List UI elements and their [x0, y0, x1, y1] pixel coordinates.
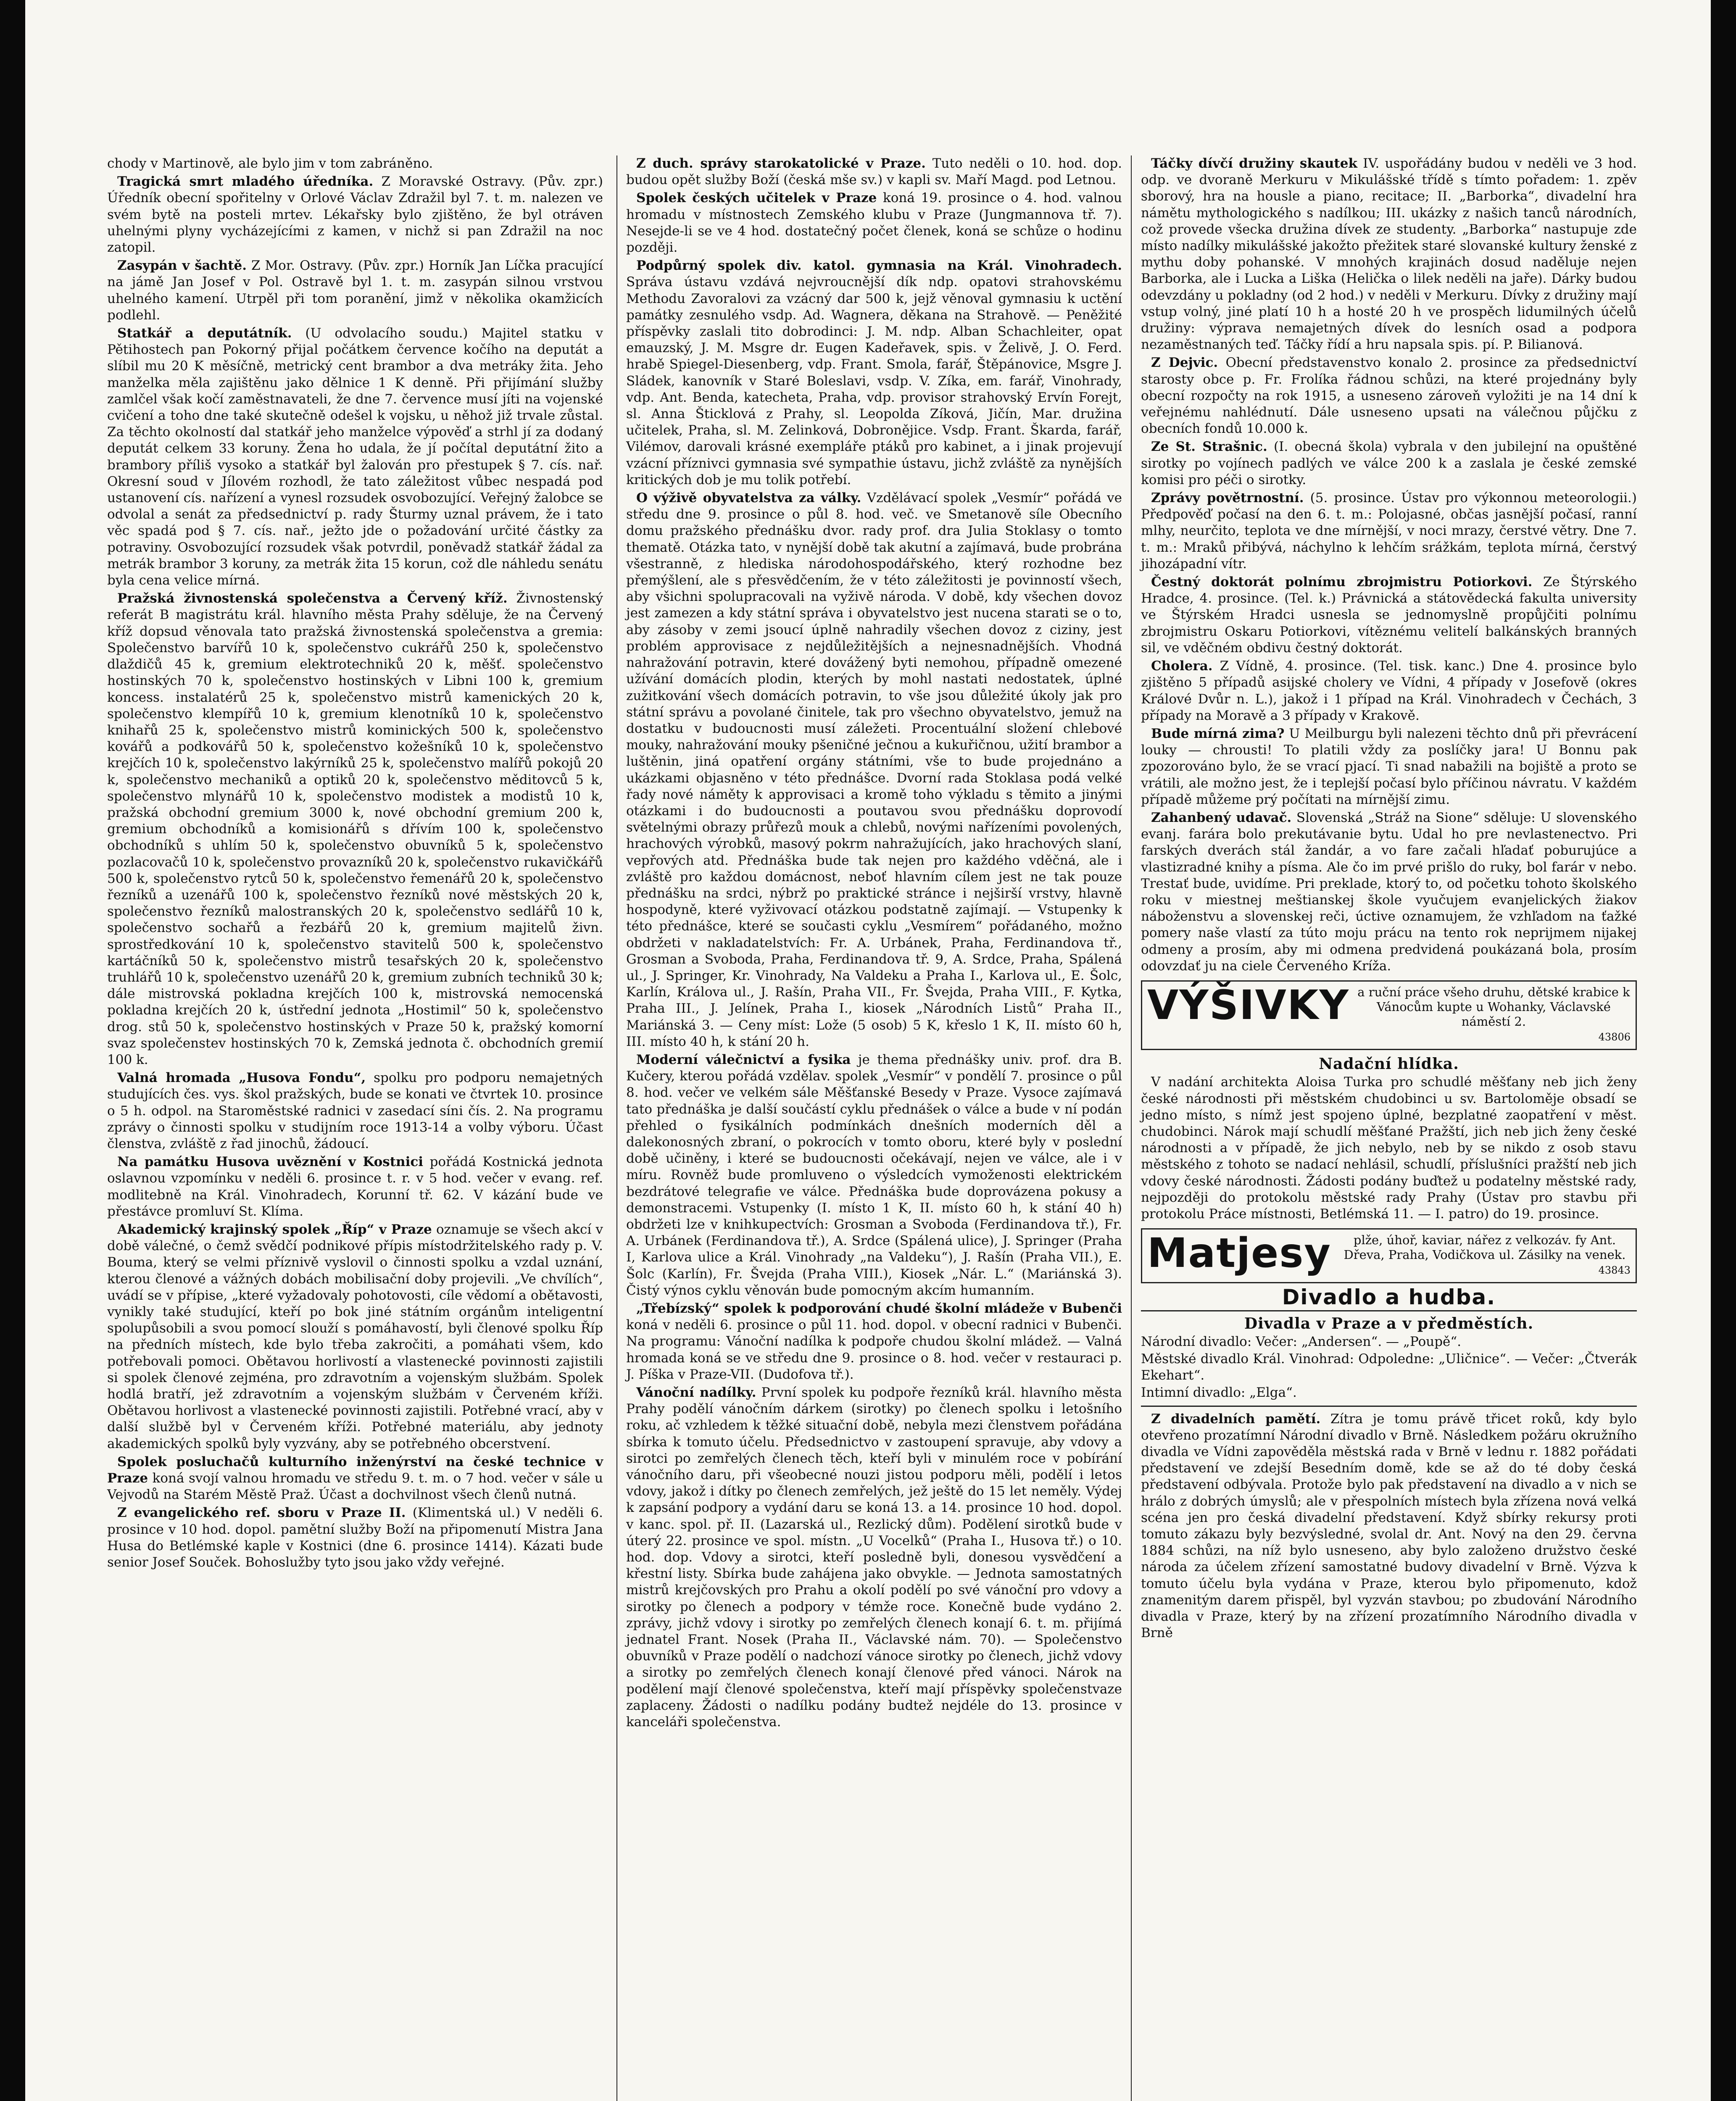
article-pocasi — [1141, 490, 1637, 572]
article-vanocni — [626, 1385, 1122, 1730]
article-cholera — [1141, 658, 1637, 724]
article-headline: Spolek českých učitelek v Praze — [636, 190, 877, 206]
article-prazska — [107, 590, 603, 1068]
divider — [1141, 1310, 1637, 1311]
article-headline: O výživě obyvatelstva za války. — [636, 490, 861, 506]
article-body: IV. uspořádány budou v neděli ve 3 hod. odp. ve dvoraně Merkuru v Mikulášské třídě s tímto pořadem: 1. zpěv sborový, hra na housle a piano, recitace; II. „Barborka“, divadelní hra námětu mythologického s nadílkou; III. ukázky z našich tanců národních, což provede všecka družina dívek ze studenty. „Barborka“ nastupuje zde místo nadílky mikulášské jakožto přežitek staré slovanské kultury ženské z mythu doby pohanské. V mnohých krajinách dosud naděluje nejen Barborka, ale i Lucka a Liška (Helička o lilek neděli na jaře). Dárky budou odevzdány u pokladny (od 2 hod.) v neděli v Merkuru. Dívky z družiny mají vstup volný, jiné platí 10 h a hosté 20 h ve prospěch lidumilných účelů družiny: výprava nemajetných dívek do lesních osad a podpora nezaměstnaných teď. Táčky řídí a hru napsala spis. pí. P. Bilianová. — [1141, 156, 1637, 353]
article-zasypan — [107, 258, 603, 324]
article-body: U Meilburgu byli nalezeni těchto dnů při převrácení louky — chrousti! To platili vždy za poslíčky jara! U Bonnu pak zpozorováno bylo, že se vrací pjací. Ti snad nabažili na bojiště a proto se vrátili, ale možno jest, že i teplejší počasí bylo příčinou návratu. V každém případě můžeme prý počítati na mírnější zimu. — [1141, 726, 1637, 807]
column-2 — [626, 155, 1122, 1732]
article-headline: Podpůrný spolek div. katol. gymnasia na Král. Vinohradech. — [636, 258, 1122, 274]
article-strasnice — [1141, 439, 1637, 488]
article-headline: „Třebízský“ spolek k podporování chudé školní mládeže v Bubenči — [636, 1301, 1122, 1316]
column-rule — [1131, 155, 1132, 2101]
article-body: Ze Štýrského Hradce, 4. prosince. (Tel. k.) Právnická a státovědecká fakulta university ve Štýrském Hradci usnesla se jednomyslně propůjčiti polnímu zbrojmistru Oskaru Potiorkovi, vítěznému velitelí balkánských branných sil, ve vděčném obdivu čestný doktorát. — [1141, 574, 1637, 656]
article-headline: Čestný doktorát polnímu zbrojmistru Potiorkovi. — [1151, 574, 1533, 590]
article-valna — [107, 1070, 603, 1152]
article-nadacni: V nadání architekta Aloisa Turka pro schudlé měšťany neb jich ženy české národnosti při městském chudobinci u sv. Bartoloměje obsadí se jedno místo, s nímž jest spojeno úplné, bezplatné zaopatření v měst. chudobinci. Nárok mají schudlí měšťané Pražští, jich neb jich ženy české národnosti a v případě, že jich nebylo, neb by se nikdo z osob stavu městského z tohoto se nadací nehlásil, schudlí, příslušníci pražští neb jich vdovy české národnosti. Žádosti podány buďtež u podatelny městské rady, nejpozději do protokolu městské rady Prahy (Ústav pro stavbu při protokolu Práce místnosti, Betlémská 11. — I. patro) do 19. prosince. — [1141, 1074, 1637, 1222]
article-headline: Ze St. Strašnic. — [1151, 439, 1267, 455]
article-body: oznamuje se všech akcí v době válečné, o čemž svědčí podnikové přípis místodržitelského rady p. V. Bouma, který se velmi příznivě vyslovil o činnosti spolku a vzdal uznání, kterou členové a vážných dobách mobilisační doby projevili. „Ve chvílích“, uvádí se v přípise, „které vyžadovaly pohotovosti, cíle vědomí a obětavosti, vynikly také studující, kteří po bok jiné státním orgánům inteligentní spolupůsobili a svou pomocí slouží s pomáhavostí, byli členové spolku Říp na předních místech, kde bylo třeba zakročiti, a pomáhati všem, kdo potřebovali pomoci. Obětavou horlivostí a vlastenecké povinnosti zajistili si spolek členové zejména, pro zdravotním a vojenským službám. Spolek hodlá bratří, jež zdravotním a vojenským službám v Červeném kříži. Obětavou horlivost a vlastenecké povinnosti zajistili. Potřebné vrací, aby v další službě byl v Červeném kříži. Potřebné materiálu, aby jednoty akademických spolků byly vyzvány, aby se potřebného obcerstvení. — [107, 1222, 603, 1451]
article-body: Obecní představenstvo konalo 2. prosince za předsednictví starosty obce p. Fr. Frolíka řádnou schůzi, na které projednány byly obecní rozpočty na rok 1915, a usneseno zároveň vyložiti je na 14 dní k veřejnému nahlédnutí. Dále usneseno upsati na válečnou půjčku z obecních fondů 10.000 k. — [1141, 355, 1637, 437]
article-headline: Táčky dívčí družiny skautek — [1151, 156, 1357, 171]
section-subtitle: Divadla v Praze a v předměstích. — [1244, 1314, 1534, 1332]
article-body: Slovenská „Stráž na Sione“ sděluje: U slovenského evanj. farára bolo prekutávanie bytu. Udal ho pre nevlastenectvo. Pri farských dverách stál žandár, a vo fare začali hľadať poburujúce a vlastizradné knihy a písma. Ale čo im prvé prišlo do ruky, bol farár v nebo. Trestať bude, uvidíme. Pri preklade, ktorý to, od početku tohoto školského roku v miestnej meštianskej škole vyučujem evanjelických žiakov náboženstvu a slovenskej reči, úctive oznamujem, že vzhľadom na ťažké pomery naše vlastí za túto moju prácu na tento rok neprijmem nijakej odmeny a prosím, aby mi odmena predvidená poukázaná bola, prosím odovzdať ju na ciele Červeného Kríža. — [1141, 810, 1637, 974]
article-headline: Z duch. správy starokatolické v Praze. — [636, 156, 926, 171]
article-body: koná v neděli 6. prosince o půl 11. hod. dopol. v obecní radnici v Bubenči. Na programu: Vánoční nadílka k podpoře chudou školní mládež. — Valná hromada koná se ve středu dne 9. prosince o 8. hod. večer v restauraci p. J. Píška v Praze-VII. (Dudofova tř.). — [626, 1317, 1122, 1382]
article-headline: Pražská živnostenská společenstva a Červený kříž. — [117, 591, 508, 606]
article-body: Tuto neděli o 10. hod. dop. budou opět služby Boží (česká mše sv.) v kapli sv. Maří Magd. pod Letnou. — [626, 156, 1122, 188]
article-headline: Z Dejvic. — [1151, 355, 1218, 371]
article-headline: Spolek posluchačů kulturního inženýrství na české technice v Praze — [107, 1454, 603, 1486]
article-headline: Valná hromada „Husova Fondu“, — [117, 1070, 366, 1086]
article-body: koná svojí valnou hromadu ve středu 9. t. m. o 7 hod. večer v sále u Vejvodů na Starém Městě Praž. Účast a dochvilnost všech členů nutná. — [107, 1471, 603, 1503]
article-body: (I. obecná škola) vybrala v den jubilejní na opuštěné sirotky po vojínech padlých ve válce 200 k a zaslala je české zemské komisi pro péči o sirotky. — [1141, 439, 1637, 487]
article-body: Vzdělávací spolek „Vesmír“ pořádá ve středu dne 9. prosince o půl 8. hod. več. ve Smetanově síle Obecního domu pražského přednášku dvor. rady prof. dra Julia Stoklasy o tomto thematě. Otázka tato, v nynější době tak akutní a zajímavá, bude probrána všestranně, z hlediska národohospodářského, který rozhodne bez přemýšlení, ale s přesvědčením, že v této záležitosti je povinností všech, aby všichni spolupracovali na vyživě národa. V době, kdy všechen dovoz jest zamezen a kdy státní správa i obyvatelstvo jest nucena starati se o to, aby zásoby v zemi jsoucí úplně nahradily všechen dovoz z ciziny, jest problém approvisace z nejdůležitějších a nejnesnadnějších. Vhodná nahražování potravin, které dovážený byti nemohou, případně omezené užívání domácích plodin, kterých by mohl nastati nedostatek, úplné zužitkování všech domácích potravin, to vše jsou důležité úkoly jak pro státní správu a povolané činitele, tak pro všechno obyvatelstvo, jemuž na dostatku v budoucnosti musí záležeti. Procentuální složení chlebové mouky, nahražování mouky pšeničné ječnou a kukuřičnou, užití brambor a luštěnin, jiná opatření orgány státními, vše to bude projednáno a ukázkami objasněno v této přednášce. Dvorní rada Stoklasa podá velké řady nové náměty k approvisaci a kromě toho výkladu s těmito a jinými otázkami i do budoucnosti a poutavou svou přednášku doprovodí světelnými obrazy průřezů mouk a chlebů, novými nařízeními povolených, hrachových výrobků, masový pokrm nahražujících, jako hrachových slaní, vepřových atd. Přednáška bude tak nejen pro každého vděčná, ale i zvláště pro každou domácnost, neboť hlavním cílem jest ne tak pouze přednášku na srdci, nýbrž po praktické stránce i nejširší vrstvy, hlavně hospodyně, které vyživovací otázkou podstatně zajímají. — Vstupenky k této přednášce, které se současti cyklu „Vesmírem“ pořádaného, možno obdržeti v nakladatelstvích: Fr. A. Urbánek, Praha, Ferdinandova tř., Grosman a Svoboda, Praha, Ferdinandova tř. 9, A. Srdce, Praha, Spálená ul., J. Springer, Kr. Vinohrady, Na Valdeku a Praha I., Karlova ul., E. Šolc, Karlín, Králova ul., J. Rašín, Praha VII., Fr. Švejda, Praha VIII., F. Kytka, Praha III., J. Jelínek, Praha I., kiosek „Národních Listů“ Praha II., Mariánská 3. — Ceny míst: Lože (5 osob) 5 K, křeslo 1 K, II. místo 60 h, III. místo 40 h, k stání 20 h. — [626, 490, 1122, 1049]
article-headline: Na památku Husova uvěznění v Kostnici — [117, 1154, 424, 1170]
newspaper-page — [107, 155, 1662, 2101]
scan-edge-left — [0, 0, 25, 2101]
article-trebizsky — [626, 1301, 1122, 1383]
article-body: Správa ústavu vzdává nejvroucnější dík ndp. opatovi strahovskému Methodu Zavoralovi za vzácný dar 500 k, jejž věnoval gymnasiu k uctění památky zesnulého vsdp. Ad. Wagnera, děkana na Strahově. — Peněžité příspěvky zaslali tito dobrodinci: J. M. ndp. Alban Schachleiter, opat emauzský, J. M. Msgre dr. Eugen Kadeřavek, spis. v Želivě, J. O. Ferd. hrabě Spiegel-Diesenberg, vdp. Frant. Smola, farář, Štěpánovice, Msgre J. Sládek, kanovník v Staré Boleslavi, vsdp. V. Zíka, em. farář, Vinohrady, vdp. Ant. Benda, katecheta, Praha, vdp. provisor strahovský Ervín Forejt, sl. Anna Šticklová z Prahy, sl. Leopolda Zíková, Jičín, Mar. družina učitelek, Praha, sl. M. Zelinková, Dobronějice. Vsdp. Frant. Škarda, farář, Vilémov, darovali krásné exempláře ptáků pro kabinet, a i jinak projevují vzácní příznivci gymnasia své sympathie ústavu, jichž zvláště za nynějších kritických dob je mu tolik potřebí. — [626, 274, 1122, 487]
article-dejvice — [1141, 355, 1637, 437]
article-headline: Statkář a deputátník. — [117, 326, 292, 341]
theatre-listing: Intimní divadlo: „Elga“. — [1141, 1385, 1297, 1401]
article-vyziva — [626, 490, 1122, 1050]
advert-vysivky — [1141, 980, 1637, 1050]
article-body: Z Mor. Ostravy. (Pův. zpr.) Horník Jan Líčka pracující na jámě Jan Josef v Pol. Ostravě byl 1. t. m. zasypán silnou vrstvou uhelného kamení. Utrpěl při tom poranění, jimž v několika okamžicích podlehl. — [107, 258, 603, 323]
article-body: (5. prosince. Ústav pro výkonnou meteorologii.) Předpověď počasí na den 6. t. m.: Polojasné, občas jasnější počasí, ranní mlhy, neurčito, teplota ve dne mírnější, v noci mrazy, čerstvé větry. Dne 7. t. m.: Mraků přibývá, náchylno k lehčím srážkám, teplota mírná, čerstvý jihozápadní vítr. — [1141, 490, 1637, 571]
article-body: Živnostenský referát B magistrátu král. hlavního města Prahy sděluje, že na Červený kříž dopsud věnovala tato pražská živnostenská společenstva a gremia: Společenstvo barvířů 10 k, společenstvo cukrářů 250 k, společenstvo dlaždičů 45 k, gremium elektrotechniků 20 k, měšť. společenstvo hostinských 70 k, společenstvo hostinských v Libni 100 k, gremium koncess. instalatérů 25 k, společenstvo mistrů kamenických 20 k, společenstvo klempířů 10 k, gremium klenotníků 10 k, společenstvo knihařů 25 k, společenstvo mistrů kominických 500 k, společenstvo kovářů a podkovářů 50 k, společenstvo kožešníků 10 k, společenstvo krejčích 10 k, společenstvo lakýrníků 25 k, společenstvo malířů pokojů 20 k, společenstvo mechaniků a optiků 20 k, společenstvo měditovců 5 k, společenstvo mlynářů 10 k, společenstvo modistek a modistů 10 k, pražská obchodní gremium 3000 k, nové obchodní gremium 200 k, gremium obchodníků a komisionářů s dřívím 100 k, společenstvo obchodníků s uhlím 50 k, společenstvo obuvníků 5 k, společenstvo pozlacovačů 10 k, společenstvo provazníků 20 k, společenstvo rukavičkářů 500 k, společenstvo rytců 50 k, společenstvo řemenářů 20 k, společenstvo řezníků a uzenářů 100 k, společenstvo řezníků nové městských 20 k, společenstvo řezníků malostranských 20 k, společenstvo sedlářů 10 k, společenstvo sochařů a řezbářů 20 k, gremium majitelů živn. sprostředkování 10 k, společenstvo stavitelů 500 k, společenstvo kartáčníků 50 k, společenstvo mistrů tesařských 20 k, společenstvo truhlářů 10 k, společenstvo uzenářů 20 k, gremium zubních techniků 30 k; dále mistrovská pokladna krejčích 100 k, mistrovská nemocenská pokladna krejčích 20 k, ústřední jednota „Hostimil“ 50 k, společenstvo drog. stů 50 k, společenstvo hostinských v Praze 50 k, pražský komorní svaz společenstev hostinských 70 k, Zemská jednota č. obchodních gremií 100 k. — [107, 591, 603, 1067]
article-headline: Tragická smrt mladého úředníka. — [117, 174, 374, 190]
column-1 — [107, 155, 603, 1572]
advert-number: 43843 — [1598, 1264, 1631, 1277]
article-headline: Zahanbený udavač. — [1151, 810, 1292, 825]
article-zahanbeny — [1141, 810, 1637, 974]
column-3 — [1141, 155, 1637, 1643]
article-body: Z Moravské Ostravy. (Pův. zpr.) Úředník obecní spořitelny v Orlové Václav Zdražil byl 7. t. m. nalezen ve svém bytě na posteli mrtev. Lékařsky bylo zjištěno, že byl otráven uhelnými plyny vycházejícími z kamen, v nichž si pan Zdražil na noc zatopil. — [107, 174, 603, 255]
article-body: spolku pro podporu nemajetných studujících čes. vys. škol pražských, bude se konati ve čtvrtek 10. prosince o 5 h. odpol. na Staroměstské radnici v zasedací síni čís. 2. Na programu zprávy o činnosti spolku v studijním roce 1913-14 a volby výboru. Účast členstva, zvláště z řad jinochů, žádoucí. — [107, 1070, 603, 1151]
article-body: (Klimentská ul.) V neděli 6. prosince v 10 hod. dopol. pamětní služby Boží na připomenutí Mistra Jana Husa do Betlémské kaple v Kostnici (dne 6. prosince 1414). Kázati bude senior Josef Souček. Bohoslužby tyto jsou jako vždy veřejné. — [107, 1505, 603, 1570]
theatre-listing: Národní divadlo: Večer: „Andersen“. — „Poupě“. — [1141, 1334, 1462, 1349]
article-headline: Z divadelních pamětí. — [1151, 1411, 1321, 1427]
article-body: pořádá Kostnická jednota oslavnou vzpomínku v neděli 6. prosince t. r. v 5 hod. večer v evang. ref. modlitebně na Král. Vinohradech, Korunní tř. 62. V kázání bude ve přestávce promluví St. Klíma. — [107, 1154, 603, 1219]
article-headline: Zasypán v šachtě. — [117, 258, 247, 274]
article-headline: Zprávy povětrnostní. — [1151, 490, 1304, 506]
theatre-listing: Městské divadlo Král. Vinohrad: Odpoledne: „Uličnice“. — Večer: „Čtverák Ekehart“. — [1141, 1351, 1637, 1383]
article-headline: Moderní válečnictví a fysika — [636, 1052, 851, 1067]
article-pamatku — [107, 1154, 603, 1220]
article-continuation: chody v Martinově, ale bylo jim v tom zabráněno. — [107, 156, 433, 171]
article-ucitelek — [626, 190, 1122, 256]
advert-title: Matjesy — [1147, 1230, 1331, 1277]
advert-text: a ruční práce všeho druhu, dětské krabice k Vánocům kupte u Wohanky, Václavské náměstí 2. — [1357, 985, 1630, 1029]
section-title-divadlo: Divadlo a hudba. — [1282, 1285, 1496, 1310]
article-body: (U odvolacího soudu.) Majitel statku v Pětihostech pan Pokorný přijal počátkem července kočího na deputát a slíbil mu 20 K měsíčně, metrický cent brambor a dva metráky žita. Jeho manželka měla zajištěnu jako dělnice 1 K denně. Při přijímání služby zamlčel však kočí zaměstnavateli, že dne 7. července musí jíti na vojenské cvičení a toho dne také skutečně odešel k vojsku, u něhož již trvale zůstal. Za těchto okolností dal statkář jeho manželce výpověď a strhl jí za dodaný deputát celkem 33 koruny. Žena ho udala, že jí počítal deputátní žito a brambory příliš vysoko a statkář byl žalován pro přestupek § 7. cís. nař. Okresní soud v Jílovém rozhodl, že tato záležitost vůbec nespadá pod ustanovení cís. nařízení a vynesl rozsudek osvobozující. Veřejný žalobce se odvolal a senát za předsednictví p. rady Šturmy uznal právem, že i tato věc spadá pod § 7. cís. nař., ježto jde o požadování určité částky za potraviny. Osvobozující rozsudek však potvrdil, poněvadž statkář žádal za metrák brambor 3 koruny, za metrák žita 15 korun, což dle náhledu senátu byla cena velice mírná. — [107, 326, 603, 588]
article-spolek — [107, 1454, 603, 1503]
article-tacky — [1141, 155, 1637, 353]
article-moderni — [626, 1052, 1122, 1299]
advert-title: VÝŠIVKY — [1147, 981, 1349, 1029]
article-body: Zítra je tomu právě třicet roků, kdy bylo otevřeno prozatímní Národní divadlo v Brně. Následkem požáru okružního divadla ve Vídni zapověděla městská rada v Brně v lednu r. 1882 pořádati představení ve zdejší Besedním domě, kde se až do té doby česká představení odbývala. Protože bylo pak představení na divadlo a v nich se hrálo z dobrých úmyslů; ale v přespolních místech byla zřízena nová velká scéna jen pro česká divadelní představení. Když sbírky rekursy proti tomuto zákazu byly bezvýsledné, svolal dr. Ant. Nový na den 29. června 1884 schůzi, na níž bylo usneseno, aby bylo založeno družstvo české národa za účelem zřízení samostatné budovy divadelní v Brně. Výzva k tomuto účelu byla vydána v Praze, kterou bylo připomenuto, kdož znamenitým darem přispěl, byl vyzván stavbou; po zbudování Národního divadla v Praze, který by na zřízení prozatímního Národního divadla v Brně — [1141, 1411, 1637, 1641]
article-headline: Cholera. — [1151, 658, 1213, 674]
article-pameti — [1141, 1411, 1637, 1642]
article-evang — [107, 1505, 603, 1571]
article-body: je thema přednášky univ. prof. dra B. Kučery, kterou pořádá vzdělav. spolek „Vesmír“ v pondělí 7. prosince o půl 8. hod. večer ve velkém sále Měšťanské Besedy v Praze. Vysoce zajímavá tato přednáška je další součástí cyklu přednášek o válce a bude v ní podán přehled o fysikálních podmínkách dnešních moderních děl a dalekonosných zbraní, o pokrocích v tomto oboru, které byly v poslední době učiněny, i které se budoucnosti očekávají, nejen ve válce, ale i v míru. Rovněž bude promluveno o výsledcích vymoženosti elektrickém bezdrátové telegrafie ve válce. Přednáška bude doprovázena pokusy a demonstracemi. Vstupenky (I. místo 1 K, II. místo 60 h, k stání 40 h) obdržeti lze v knihkupectvích: Grosman a Svoboda (Ferdinandova tř.), Fr. A. Urbánek (Ferdinandova tř.), A. Srdce (Spálená ulice), J. Springer (Praha I, Karlova ulice a Král. Vinohrady „na Valdeku“), J. Rašín (Praha VII.), E. Šolc (Karlín), Fr. Švejda (Praha VIII.), Kiosek „Nár. L.“ (Mariánská 3). Čistý výnos cyklu věnován bude pomocným akcím humanním. — [626, 1052, 1122, 1298]
divider — [1141, 1406, 1637, 1407]
article-statkar — [107, 325, 603, 589]
advert-matjesy — [1141, 1228, 1637, 1283]
article-headline: Z evangelického ref. sboru v Praze II. — [117, 1505, 406, 1521]
article-headline: Vánoční nadílky. — [636, 1385, 756, 1401]
article-body: koná 19. prosince o 4. hod. valnou hromadu v místnostech Zemského klubu v Praze (Jungmannova tř. 7). Nesejde-li se ve 4 hod. dostatečný počet členek, koná se schůze o hodinu později. — [626, 190, 1122, 255]
article-podporny — [626, 258, 1122, 488]
article-headline: Bude mírná zima? — [1151, 726, 1285, 741]
article-doktorat — [1141, 574, 1637, 656]
column-rule — [616, 155, 617, 2101]
section-heading: Nadační hlídka. — [1319, 1055, 1459, 1073]
advert-text: plže, úhoř, kaviar, nářez z velkozáv. fy Ant. Dřeva, Praha, Vodičkova ul. Zásilky na venek. — [1343, 1233, 1626, 1262]
article-zima — [1141, 726, 1637, 808]
article-body: První spolek ku podpoře řezníků král. hlavního města Prahy podělí vánočním dárkem (sirotky) po členech spolku i letošního roku, ač vzhledem k těžké situační době, nebyla mezi členstvem pořádána sbírka k tomuto účelu. Předsednictvo v zastoupení spravuje, aby vdovy a sirotci po zemřelých členech těch, kteří byli v minulém roce v pobírání vánočního daru, při všeobecné nouzi jistou podporu měli, podělí i letos vdovy, jakož i dítky po členech zemřelých, jež ještě do 15 let neměly. Výdej k zapsání podpory a vydání daru se koná 13. a 14. prosince 10 hod. dopol. v kanc. spol. př. II. (Lazarská ul., Rezlický dům). Podělení sirotků bude v úterý 22. prosince ve spol. místn. „U Vocelků“ (Praha I., Husova tř.) o 10. hod. dop. Vdovy a sirotci, kteří posledně byli, donesou vysvědčení a křestní listy. Sbírka bude zahájena jako obvykle. — Jednota samostatných mistrů krejčovských pro Prahu a okolí podělí po své vánoční pro vdovy a sirotky po členech a podpory v témže roce. Konečně bude vydáno 2. zprávy, jichž vdovy i sirotky po zemřelých členech konají 6. t. m. přijímá jednatel Frant. Nosek (Praha II., Václavské nám. 70). — Společenstvo obuvníků v Praze podělí o nadchozí vánoce sirotky po členech, jichž vdovy a sirotky po zemřelých členech konají členové před vánoci. Nárok na podělení mají členové společenstva, kteří mají příspěvky společenstvaze zaplaceny. Žádosti o nadílku podány budtež nejdéle do 13. prosince v kanceláři společenstva. — [626, 1385, 1122, 1730]
article-headline: Akademický krajinský spolek „Říp“ v Praze — [117, 1222, 432, 1237]
article-duch — [626, 155, 1122, 188]
advert-number: 43806 — [1598, 1031, 1631, 1043]
article-akademicky — [107, 1222, 603, 1452]
article-body: Z Vídně, 4. prosince. (Tel. tisk. kanc.) Dne 4. prosince bylo zjištěno 5 případů asijské cholery ve Vídni, 4 případy v Josefově (okres Králové Dvůr n. L.), jakož i 1 případ na Král. Vinohradech v Čechách, 3 případy na Moravě a 3 případy v Krakově. — [1141, 658, 1637, 723]
article-tragicka — [107, 174, 603, 256]
scan-edge-right — [1711, 0, 1736, 2101]
